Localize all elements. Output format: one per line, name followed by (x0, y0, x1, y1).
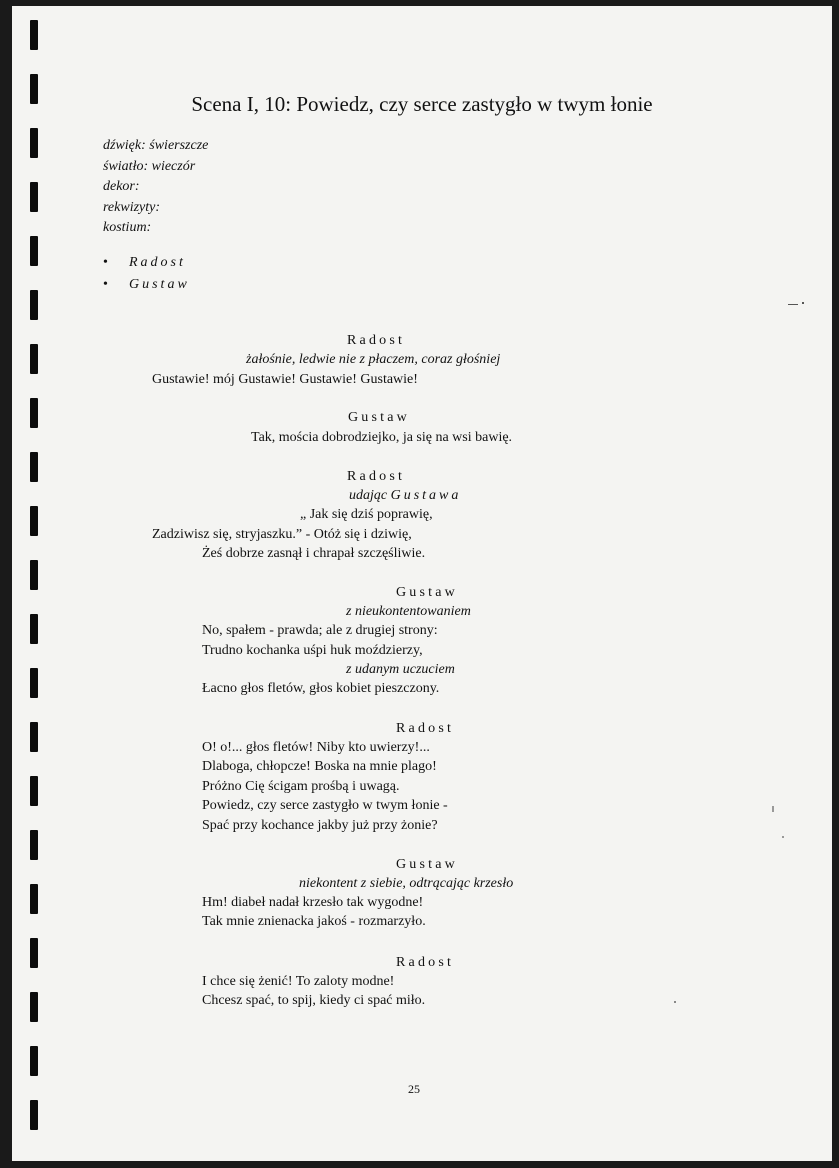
stage-direction: udając Gustawa (349, 488, 462, 503)
verse-line: Gustawie! mój Gustawie! Gustawie! Gustawie! (152, 372, 418, 387)
binding-hole (30, 398, 38, 428)
verse-line: Żeś dobrze zasnął i chrapał szczęśliwie. (202, 546, 426, 561)
binding-hole (30, 20, 38, 50)
cast-item: • Gustaw (103, 277, 190, 292)
scan-speck (674, 1001, 676, 1003)
scan-speck (788, 304, 798, 305)
speaker-name: Radost (396, 955, 455, 970)
spiral-binding (30, 6, 40, 1161)
verse-line: Spać przy kochance jakby już przy żonie? (202, 818, 438, 833)
verse-line: Próżno Cię ścigam prośbą i uwagą. (202, 779, 400, 794)
binding-hole (30, 128, 38, 158)
stage-direction: żałośnie, ledwie nie z płaczem, coraz głośniej (246, 352, 501, 367)
document-page (12, 6, 832, 1161)
verse-line: Tak mnie znienacka jakoś - rozmarzyło. (202, 914, 426, 929)
verse-line: I chce się żenić! To zaloty modne! (202, 974, 395, 989)
binding-hole (30, 1046, 38, 1076)
speaker-name: Gustaw (396, 585, 458, 600)
verse-line: No, spałem - prawda; ale z drugiej strony: (202, 623, 438, 638)
stage-direction: z nieukontentowaniem (346, 604, 471, 619)
sound-note: dźwięk: świerszcze (103, 138, 209, 153)
binding-hole (30, 884, 38, 914)
stage-direction: niekontent z siebie, odtrącając krzesło (299, 876, 514, 891)
verse-line: Powiedz, czy serce zastygło w twym łonie - (202, 798, 448, 813)
binding-hole (30, 344, 38, 374)
binding-hole (30, 722, 38, 752)
verse-line: Dlaboga, chłopcze! Boska na mnie plago! (202, 759, 437, 774)
cast-list (103, 252, 190, 296)
light-note: światło: wieczór (103, 158, 196, 174)
verse-line: O! o!... głos fletów! Niby kto uwierzy!... (202, 740, 430, 755)
cast-item: • Radost (103, 255, 186, 270)
props-note: rekwizyty: (103, 199, 161, 215)
binding-hole (30, 452, 38, 482)
verse-line: Hm! diabeł nadał krzesło tak wygodne! (202, 895, 424, 910)
binding-hole (30, 614, 38, 644)
binding-hole (30, 992, 38, 1022)
verse-line: Tak, mościa dobrodziejko, ja się na wsi bawię. (251, 430, 513, 445)
production-notes (103, 136, 208, 239)
scan-speck (772, 806, 774, 812)
binding-hole (30, 668, 38, 698)
speaker-name: Radost (347, 469, 406, 484)
verse-line: Zadziwisz się, stryjaszku.” - Otóż się i dziwię, (152, 527, 412, 542)
binding-hole (30, 506, 38, 536)
stage-direction: z udanym uczuciem (346, 662, 455, 677)
binding-hole (30, 560, 38, 590)
scan-speck (802, 302, 804, 304)
binding-hole (30, 182, 38, 212)
binding-hole (30, 1100, 38, 1130)
page-number: 25 (408, 1082, 420, 1096)
binding-hole (30, 290, 38, 320)
binding-hole (30, 830, 38, 860)
verse-line: Chcesz spać, to spij, kiedy ci spać miło. (202, 993, 426, 1008)
costume-note: kostium: (103, 220, 152, 235)
verse-line: „ Jak się dziś poprawię, (300, 507, 433, 522)
scan-speck (782, 836, 784, 838)
scene-title: Scena I, 10: Powiedz, czy serce zastygło w twym łonie (191, 92, 653, 116)
verse-line: Łacno głos fletów, głos kobiet pieszczony. (202, 681, 440, 696)
speaker-name: Gustaw (348, 410, 410, 425)
speaker-name: Radost (396, 721, 455, 736)
binding-hole (30, 776, 38, 806)
speaker-name: Gustaw (396, 857, 458, 872)
speaker-name: Radost (347, 333, 406, 348)
binding-hole (30, 938, 38, 968)
binding-hole (30, 236, 38, 266)
set-note: dekor: (103, 179, 140, 194)
verse-line: Trudno kochanka uśpi huk moździerzy, (202, 643, 423, 658)
